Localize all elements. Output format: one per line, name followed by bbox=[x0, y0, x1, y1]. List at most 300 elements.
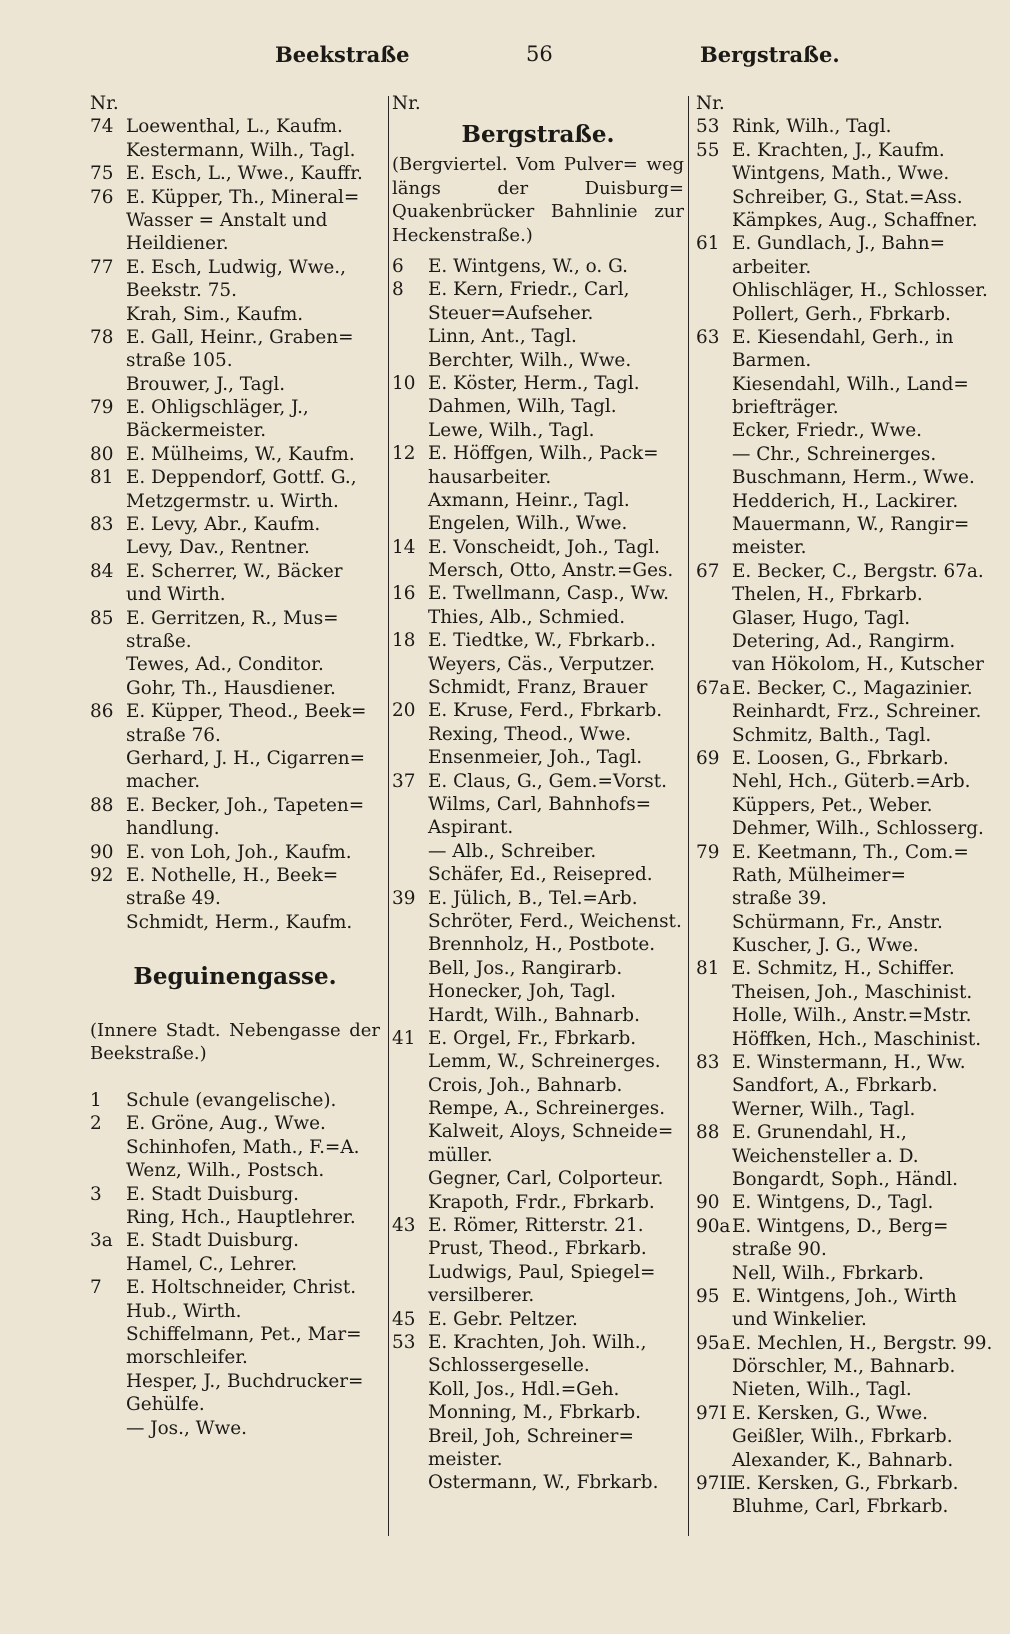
directory-entry bbox=[90, 887, 380, 910]
resident-entry: E. Mechlen, H., Bergstr. 99. bbox=[732, 1332, 993, 1354]
directory-entry bbox=[90, 186, 380, 209]
directory-entry bbox=[90, 115, 380, 138]
directory-entry bbox=[392, 255, 684, 278]
directory-entry bbox=[696, 256, 986, 279]
directory-entry bbox=[90, 653, 380, 676]
directory-entry bbox=[392, 1354, 684, 1377]
directory-entry bbox=[90, 1370, 380, 1393]
house-number: 16 bbox=[392, 583, 416, 605]
directory-entry bbox=[90, 303, 380, 326]
resident-entry: Thelen, H., Fbrkarb. bbox=[732, 584, 923, 606]
resident-entry: Holle, Wilh., Anstr.=Mstr. bbox=[732, 1005, 972, 1027]
directory-entry bbox=[90, 1393, 380, 1416]
resident-entry: Metzgermstr. u. Wirth. bbox=[126, 490, 339, 512]
directory-entry bbox=[696, 1051, 986, 1074]
house-number: 80 bbox=[90, 443, 114, 465]
resident-entry: Brennholz, H., Postbote. bbox=[428, 934, 656, 956]
directory-entry bbox=[696, 1425, 986, 1448]
resident-entry: Axmann, Heinr., Tagl. bbox=[428, 489, 630, 511]
directory-entry bbox=[392, 816, 684, 839]
resident-entry: Kuscher, J. G., Wwe. bbox=[732, 935, 919, 957]
house-number: 97I bbox=[696, 1402, 727, 1424]
resident-entry: Aspirant. bbox=[428, 817, 514, 839]
column-3 bbox=[696, 92, 993, 1519]
resident-entry: E. Stadt Duisburg. bbox=[126, 1230, 300, 1252]
house-number: 3a bbox=[90, 1230, 113, 1252]
directory-entry bbox=[90, 1159, 380, 1182]
directory-entry bbox=[90, 326, 380, 349]
directory-entry bbox=[392, 1261, 684, 1284]
directory-entry bbox=[392, 887, 684, 910]
directory-entry bbox=[392, 1284, 684, 1307]
directory-entry bbox=[392, 512, 684, 535]
resident-entry: straße 39. bbox=[732, 888, 827, 910]
resident-entry: Schmitz, Balth., Tagl. bbox=[732, 724, 932, 746]
resident-entry: E. Gundlach, J., Bahn= bbox=[732, 233, 946, 255]
resident-entry: straße. bbox=[126, 630, 192, 652]
directory-entry bbox=[696, 279, 986, 302]
directory-entry bbox=[90, 864, 380, 887]
directory-entry bbox=[90, 513, 380, 536]
house-number: 84 bbox=[90, 560, 114, 582]
directory-entry bbox=[392, 653, 684, 676]
directory-entry bbox=[392, 1144, 684, 1167]
resident-entry: E. Wintgens, D., Berg= bbox=[732, 1215, 949, 1237]
resident-entry: Schmidt, Herm., Kaufm. bbox=[126, 911, 353, 933]
directory-entry bbox=[90, 911, 380, 934]
resident-entry: Gohr, Th., Hausdiener. bbox=[126, 677, 336, 699]
directory-entry bbox=[392, 442, 684, 465]
resident-entry: Crois, Joh., Bahnarb. bbox=[428, 1074, 623, 1096]
resident-entry: Rath, Mülheimer= bbox=[732, 864, 906, 886]
header-left-street: Beekstraße bbox=[275, 42, 410, 67]
column-2 bbox=[392, 92, 684, 1495]
house-number: 45 bbox=[392, 1308, 416, 1330]
directory-entry bbox=[392, 466, 684, 489]
resident-entry: Steuer=Aufseher. bbox=[428, 302, 594, 324]
resident-entry: Theisen, Joh., Maschinist. bbox=[732, 981, 973, 1003]
section-title-bergstrasse: Bergstraße. bbox=[461, 121, 615, 149]
resident-entry: E. Keetmann, Th., Com.= bbox=[732, 841, 969, 863]
house-number: 41 bbox=[392, 1027, 416, 1049]
house-number: 78 bbox=[90, 326, 114, 348]
resident-entry: Koll, Jos., Hdl.=Geh. bbox=[428, 1378, 620, 1400]
resident-entry: E. Twellmann, Casp., Ww. bbox=[428, 583, 669, 605]
directory-entry bbox=[90, 630, 380, 653]
resident-entry: Levy, Dav., Rentner. bbox=[126, 537, 310, 559]
resident-entry: arbeiter. bbox=[732, 256, 812, 278]
directory-entry bbox=[90, 724, 380, 747]
directory-entry bbox=[696, 1495, 986, 1518]
resident-entry: Hub., Wirth. bbox=[126, 1300, 242, 1322]
directory-entry bbox=[392, 840, 684, 863]
resident-entry: E. Schmitz, H., Schiffer. bbox=[732, 958, 955, 980]
directory-entry bbox=[696, 326, 986, 349]
resident-entry: macher. bbox=[126, 771, 201, 793]
directory-entry bbox=[696, 1098, 986, 1121]
resident-entry: Lemm, W., Schreinerges. bbox=[428, 1051, 661, 1073]
resident-entry: Breil, Joh, Schreiner= bbox=[428, 1425, 634, 1447]
directory-entry bbox=[696, 349, 986, 372]
directory-entry bbox=[90, 841, 380, 864]
house-number: 55 bbox=[696, 139, 720, 161]
house-number: 43 bbox=[392, 1215, 416, 1237]
directory-entry bbox=[392, 1120, 684, 1143]
column-divider-right bbox=[688, 96, 689, 1536]
resident-entry: E. Esch, L., Wwe., Kauffr. bbox=[126, 163, 363, 185]
directory-entry bbox=[696, 396, 986, 419]
resident-entry: müller. bbox=[428, 1144, 493, 1166]
directory-entry bbox=[696, 864, 986, 887]
resident-entry: Beekstr. 75. bbox=[126, 280, 237, 302]
house-number: 83 bbox=[90, 514, 114, 536]
resident-entry: Nehl, Hch., Güterb.=Arb. bbox=[732, 771, 971, 793]
resident-entry: Wenz, Wilh., Postsch. bbox=[126, 1160, 325, 1182]
resident-entry: Bluhme, Carl, Fbrkarb. bbox=[732, 1496, 949, 1518]
resident-entry: E. Kiesendahl, Gerh., in bbox=[732, 326, 954, 348]
house-number: 74 bbox=[90, 116, 114, 138]
directory-entry bbox=[696, 1285, 986, 1308]
directory-entry bbox=[392, 302, 684, 325]
resident-entry: und Winkelier. bbox=[732, 1309, 867, 1331]
section-description-bergstrasse: (Bergviertel. Vom Pulver= weg längs der Duisburg= Quakenbrücker Bahnlinie zur Heckenstraße.) bbox=[392, 154, 684, 246]
resident-entry: hausarbeiter. bbox=[428, 466, 552, 488]
directory-entry bbox=[696, 1121, 986, 1144]
directory-entry bbox=[392, 1378, 684, 1401]
directory-entry bbox=[90, 1300, 380, 1323]
directory-entry bbox=[90, 794, 380, 817]
resident-entry: E. Gerritzen, R., Mus= bbox=[126, 607, 339, 629]
directory-entry bbox=[696, 232, 986, 255]
resident-entry: E. Wintgens, Joh., Wirth bbox=[732, 1285, 957, 1307]
resident-entry: E. Orgel, Fr., Fbrkarb. bbox=[428, 1027, 637, 1049]
directory-entry bbox=[696, 115, 986, 138]
resident-entry: Hedderich, H., Lackirer. bbox=[732, 490, 959, 512]
header-right-street: Bergstraße. bbox=[700, 42, 840, 67]
resident-entry: E. Köster, Herm., Tagl. bbox=[428, 372, 640, 394]
resident-entry: E. Krachten, J., Kaufm. bbox=[732, 139, 945, 161]
house-number: 20 bbox=[392, 700, 416, 722]
resident-entry: Ensenmeier, Joh., Tagl. bbox=[428, 747, 643, 769]
directory-entry bbox=[392, 536, 684, 559]
resident-entry: E. Becker, Joh., Tapeten= bbox=[126, 794, 365, 816]
house-number: 67 bbox=[696, 560, 720, 582]
nr-label: Nr. bbox=[392, 93, 421, 114]
directory-entry bbox=[392, 278, 684, 301]
directory-entry bbox=[90, 1229, 380, 1252]
directory-entry bbox=[392, 582, 684, 605]
section-title-beguinengasse: Beguinengasse. bbox=[133, 963, 337, 991]
resident-entry: Kalweit, Aloys, Schneide= bbox=[428, 1121, 674, 1143]
house-number: 81 bbox=[90, 467, 114, 489]
directory-entry bbox=[90, 256, 380, 279]
resident-entry: Reinhardt, Frz., Schreiner. bbox=[732, 701, 982, 723]
directory-entry bbox=[90, 232, 380, 255]
directory-entry bbox=[696, 1145, 986, 1168]
directory-entry bbox=[696, 513, 986, 536]
resident-entry: Bongardt, Soph., Händl. bbox=[732, 1168, 958, 1190]
directory-entry bbox=[392, 1097, 684, 1120]
directory-entry bbox=[696, 770, 986, 793]
house-number: 61 bbox=[696, 233, 720, 255]
directory-entry bbox=[90, 747, 380, 770]
resident-entry: E. Jülich, B., Tel.=Arb. bbox=[428, 887, 638, 909]
resident-entry: E. Holtschneider, Christ. bbox=[126, 1277, 357, 1299]
resident-entry: E. Deppendorf, Gottf. G., bbox=[126, 467, 357, 489]
resident-entry: Wasser = Anstalt und bbox=[126, 209, 328, 231]
directory-entry bbox=[392, 1471, 684, 1494]
resident-entry: E. Ohligschläger, J., bbox=[126, 397, 309, 419]
directory-entry bbox=[392, 770, 684, 793]
resident-entry: Pollert, Gerh., Fbrkarb. bbox=[732, 303, 951, 325]
directory-entry bbox=[392, 1214, 684, 1237]
resident-entry: E. Kern, Friedr., Carl, bbox=[428, 279, 630, 301]
directory-entry bbox=[696, 139, 986, 162]
section-description-beguinengasse: (Innere Stadt. Nebengasse der Beekstraße.) bbox=[90, 1019, 380, 1065]
resident-entry: Loewenthal, L., Kaufm. bbox=[126, 116, 343, 138]
directory-entry bbox=[696, 841, 986, 864]
directory-entry bbox=[392, 676, 684, 699]
resident-entry: — Jos., Wwe. bbox=[126, 1417, 248, 1439]
resident-entry: Mauermann, W., Rangir= bbox=[732, 514, 970, 536]
directory-entry bbox=[90, 162, 380, 185]
directory-entry bbox=[696, 536, 986, 559]
directory-entry bbox=[392, 1425, 684, 1448]
resident-entry: Ecker, Friedr., Wwe. bbox=[732, 420, 922, 442]
resident-entry: Gegner, Carl, Colporteur. bbox=[428, 1168, 664, 1190]
house-number: 95a bbox=[696, 1332, 731, 1354]
directory-entry bbox=[392, 559, 684, 582]
house-number: 79 bbox=[90, 397, 114, 419]
resident-entry: Gehülfe. bbox=[126, 1394, 205, 1416]
resident-entry: Kestermann, Wilh., Tagl. bbox=[126, 139, 356, 161]
directory-entry bbox=[696, 466, 986, 489]
directory-entry bbox=[696, 1215, 986, 1238]
resident-entry: E. Vonscheidt, Joh., Tagl. bbox=[428, 536, 660, 558]
resident-entry: E. Loosen, G., Fbrkarb. bbox=[732, 747, 949, 769]
directory-entry bbox=[696, 794, 986, 817]
resident-entry: Thies, Alb., Schmied. bbox=[428, 606, 626, 628]
resident-entry: Hardt, Wilh., Bahnarb. bbox=[428, 1004, 640, 1026]
resident-entry: Kiesendahl, Wilh., Land= bbox=[732, 373, 969, 395]
directory-entry bbox=[90, 607, 380, 630]
house-number: 2 bbox=[90, 1113, 102, 1135]
directory-entry bbox=[392, 1448, 684, 1471]
house-number: 8 bbox=[392, 279, 404, 301]
resident-entry: briefträger. bbox=[732, 397, 839, 419]
directory-entry bbox=[90, 560, 380, 583]
directory-entry bbox=[696, 303, 986, 326]
nr-label: Nr. bbox=[90, 93, 119, 114]
resident-entry: Linn, Ant., Tagl. bbox=[428, 326, 577, 348]
directory-entry bbox=[392, 1401, 684, 1424]
directory-entry bbox=[392, 395, 684, 418]
resident-entry: E. Küpper, Th., Mineral= bbox=[126, 186, 360, 208]
directory-entry bbox=[392, 957, 684, 980]
resident-entry: Tewes, Ad., Conditor. bbox=[126, 654, 324, 676]
nr-label: Nr. bbox=[696, 93, 725, 114]
directory-entry bbox=[90, 770, 380, 793]
resident-entry: meister. bbox=[732, 537, 807, 559]
resident-entry: und Wirth. bbox=[126, 584, 226, 606]
resident-entry: Schiffelmann, Pet., Mar= bbox=[126, 1323, 362, 1345]
resident-entry: Weichensteller a. D. bbox=[732, 1145, 919, 1167]
resident-entry: Geißler, Wilh., Fbrkarb. bbox=[732, 1426, 953, 1448]
directory-entry bbox=[90, 1206, 380, 1229]
resident-entry: morschleifer. bbox=[126, 1347, 248, 1369]
house-number: 69 bbox=[696, 747, 720, 769]
resident-entry: Werner, Wilh., Tagl. bbox=[732, 1098, 916, 1120]
directory-entry bbox=[696, 419, 986, 442]
resident-entry: Detering, Ad., Rangirm. bbox=[732, 630, 956, 652]
resident-entry: E. Kersken, G., Wwe. bbox=[732, 1402, 928, 1424]
house-number: 14 bbox=[392, 536, 416, 558]
resident-entry: E. Winstermann, H., Ww. bbox=[732, 1052, 966, 1074]
resident-entry: Prust, Theod., Fbrkarb. bbox=[428, 1238, 647, 1260]
house-number: 18 bbox=[392, 630, 416, 652]
resident-entry: straße 90. bbox=[732, 1239, 827, 1261]
resident-entry: Lewe, Wilh., Tagl. bbox=[428, 419, 595, 441]
house-number: 83 bbox=[696, 1052, 720, 1074]
directory-entry bbox=[696, 1402, 986, 1425]
resident-entry: van Hökolom, H., Kutscher bbox=[732, 654, 984, 676]
directory-entry bbox=[90, 373, 380, 396]
directory-entry bbox=[392, 629, 684, 652]
directory-entry bbox=[696, 1074, 986, 1097]
directory-entry bbox=[696, 1238, 986, 1261]
house-number: 92 bbox=[90, 864, 114, 886]
resident-entry: Schürmann, Fr., Anstr. bbox=[732, 911, 943, 933]
directory-entry bbox=[90, 1089, 380, 1112]
resident-entry: straße 76. bbox=[126, 724, 221, 746]
house-number: 76 bbox=[90, 186, 114, 208]
directory-entry bbox=[392, 980, 684, 1003]
resident-entry: E. Scherrer, W., Bäcker bbox=[126, 560, 343, 582]
directory-entry bbox=[392, 372, 684, 395]
house-number: 79 bbox=[696, 841, 720, 863]
directory-entry bbox=[90, 1417, 380, 1440]
resident-entry: Engelen, Wilh., Wwe. bbox=[428, 513, 628, 535]
resident-entry: E. von Loh, Joh., Kaufm. bbox=[126, 841, 352, 863]
house-number: 1 bbox=[90, 1090, 102, 1112]
directory-entry bbox=[696, 560, 986, 583]
resident-entry: E. Küpper, Theod., Beek= bbox=[126, 701, 367, 723]
resident-entry: Schäfer, Ed., Reisepred. bbox=[428, 864, 653, 886]
directory-entry bbox=[90, 700, 380, 723]
resident-entry: E. Wintgens, D., Tagl. bbox=[732, 1192, 934, 1214]
resident-entry: Schule (evangelische). bbox=[126, 1090, 337, 1112]
resident-entry: Nieten, Wilh., Tagl. bbox=[732, 1379, 912, 1401]
resident-entry: Barmen. bbox=[732, 350, 812, 372]
directory-entry bbox=[696, 934, 986, 957]
directory-entry bbox=[90, 349, 380, 372]
directory-entry bbox=[392, 699, 684, 722]
resident-entry: E. Gall, Heinr., Graben= bbox=[126, 326, 354, 348]
resident-entry: Küppers, Pet., Weber. bbox=[732, 794, 933, 816]
directory-entry bbox=[696, 724, 986, 747]
resident-entry: — Alb., Schreiber. bbox=[428, 840, 597, 862]
directory-entry bbox=[696, 1332, 993, 1355]
resident-entry: handlung. bbox=[126, 818, 220, 840]
resident-entry: Schreiber, G., Stat.=Ass. bbox=[732, 186, 963, 208]
directory-entry bbox=[696, 1449, 986, 1472]
resident-entry: E. Mülheims, W., Kaufm. bbox=[126, 443, 355, 465]
directory-entry bbox=[696, 162, 986, 185]
resident-entry: E. Wintgens, W., o. G. bbox=[428, 256, 628, 278]
resident-entry: E. Gebr. Peltzer. bbox=[428, 1308, 578, 1330]
resident-entry: Schröter, Ferd., Weichenst. bbox=[428, 910, 682, 932]
resident-entry: E. Claus, G., Gem.=Vorst. bbox=[428, 770, 667, 792]
house-number: 7 bbox=[90, 1277, 102, 1299]
resident-entry: E. Stadt Duisburg. bbox=[126, 1183, 300, 1205]
resident-entry: Alexander, K., Bahnarb. bbox=[732, 1449, 954, 1471]
directory-entry bbox=[90, 583, 380, 606]
resident-entry: Rink, Wilh., Tagl. bbox=[732, 116, 892, 138]
directory-entry bbox=[392, 1050, 684, 1073]
resident-entry: Dahmen, Wilh, Tagl. bbox=[428, 396, 617, 418]
house-number: 67a bbox=[696, 677, 731, 699]
resident-entry: E. Krachten, Joh. Wilh., bbox=[428, 1331, 647, 1353]
resident-entry: Dörschler, M., Bahnarb. bbox=[732, 1356, 956, 1378]
directory-entry bbox=[392, 489, 684, 512]
resident-entry: Ring, Hch., Hauptlehrer. bbox=[126, 1207, 356, 1228]
resident-entry: E. Kersken, G., Fbrkarb. bbox=[732, 1473, 959, 1495]
directory-entry bbox=[392, 1167, 684, 1190]
resident-entry: E. Höffgen, Wilh., Pack= bbox=[428, 443, 659, 465]
house-number: 75 bbox=[90, 163, 114, 185]
resident-entry: Wilms, Carl, Bahnhofs= bbox=[428, 794, 652, 815]
resident-entry: Ostermann, W., Fbrkarb. bbox=[428, 1472, 659, 1494]
house-number: 53 bbox=[392, 1331, 416, 1353]
directory-entry bbox=[696, 700, 986, 723]
directory-entry bbox=[696, 1472, 986, 1495]
resident-entry: Kämpkes, Aug., Schaffner. bbox=[732, 209, 978, 231]
resident-entry: E. Nothelle, H., Beek= bbox=[126, 864, 339, 886]
directory-entry bbox=[696, 887, 986, 910]
resident-entry: E. Becker, C., Magazinier. bbox=[732, 677, 973, 699]
house-number: 86 bbox=[90, 701, 114, 723]
directory-entry bbox=[696, 209, 986, 232]
directory-entry bbox=[392, 1237, 684, 1260]
directory-entry bbox=[696, 373, 986, 396]
resident-entry: Nell, Wilh., Fbrkarb. bbox=[732, 1262, 924, 1284]
resident-entry: E. Becker, C., Bergstr. 67a. bbox=[732, 560, 984, 582]
column-divider-left bbox=[388, 96, 389, 1536]
resident-entry: E. Levy, Abr., Kaufm. bbox=[126, 514, 321, 536]
resident-entry: Bäckermeister. bbox=[126, 420, 267, 442]
directory-entry bbox=[90, 1323, 380, 1346]
resident-entry: Hamel, C., Lehrer. bbox=[126, 1253, 298, 1275]
resident-entry: Berchter, Wilh., Wwe. bbox=[428, 349, 632, 371]
directory-entry bbox=[696, 957, 986, 980]
resident-entry: Ohlischläger, H., Schlosser. bbox=[732, 280, 988, 302]
directory-entry bbox=[392, 606, 684, 629]
directory-entry bbox=[90, 490, 380, 513]
directory-entry bbox=[392, 793, 684, 816]
page-number: 56 bbox=[526, 42, 553, 66]
directory-entry bbox=[696, 1004, 986, 1027]
directory-entry bbox=[90, 419, 380, 442]
directory-entry bbox=[696, 677, 986, 700]
resident-entry: Rempe, A., Schreinerges. bbox=[428, 1098, 666, 1120]
resident-entry: Krapoth, Frdr., Fbrkarb. bbox=[428, 1191, 655, 1213]
directory-entry bbox=[392, 1074, 684, 1097]
house-number: 63 bbox=[696, 326, 720, 348]
directory-entry bbox=[90, 1112, 380, 1135]
directory-entry bbox=[392, 349, 684, 372]
directory-entry bbox=[392, 723, 684, 746]
directory-entry bbox=[696, 490, 986, 513]
